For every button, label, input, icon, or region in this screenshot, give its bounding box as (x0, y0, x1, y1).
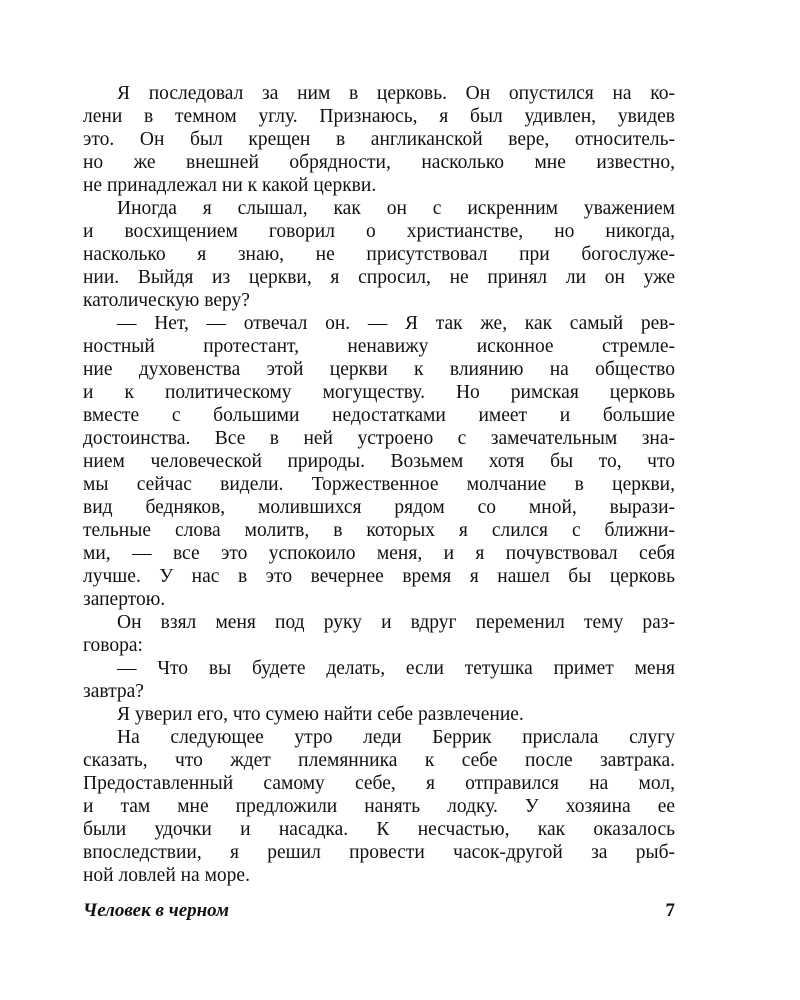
text-line: нием человеческой природы. Возьмем хотя бы то, что (83, 451, 675, 472)
text-line: вид бедняков, молившихся рядом со мной, вырази- (83, 497, 675, 518)
text-line: говора: (83, 635, 143, 656)
text-line: запертою. (83, 589, 166, 610)
text-line: сказать, что ждет племянника к себе после завтрака. (83, 750, 675, 771)
text-line: лени в темном углу. Признаюсь, я был удивлен, увидев (83, 106, 675, 127)
text-line: и к политическому могуществу. Но римская церковь (83, 382, 675, 403)
text-line: лучше. У нас в это вечернее время я нашел бы церковь (83, 566, 675, 587)
text-line: мы сейчас видели. Торжественное молчание в церкви, (83, 474, 675, 495)
text-line: Я последовал за ним в церковь. Он опустился на ко- (117, 83, 675, 104)
text-line: Иногда я слышал, как он с искренним уважением (117, 198, 675, 219)
paragraph-7 (83, 726, 675, 887)
text-line: ностный протестант, ненавижу исконное стремле- (83, 336, 675, 357)
text-line: ми, — все это успокоило меня, и я почувствовал себя (83, 543, 675, 564)
text-line: не принадлежал ни к какой церкви. (83, 175, 377, 196)
paragraph-1 (83, 82, 675, 197)
text-line: впоследствии, я решил провести часок-другой за рыб- (83, 842, 675, 863)
text-line: насколько я знаю, не присутствовал при богослуже- (83, 244, 675, 265)
paragraph-6 (83, 703, 675, 726)
text-line: Я уверил его, что сумею найти себе развлечение. (117, 704, 524, 725)
paragraph-5 (83, 657, 675, 703)
text-line: достоинства. Все в ней устроено с замечательным зна- (83, 428, 675, 449)
text-line: это. Он был крещен в англиканской вере, относитель- (83, 129, 675, 150)
text-line: нии. Выйдя из церкви, я спросил, не принял ли он уже (83, 267, 675, 288)
text-line: и там мне предложили нанять лодку. У хозяина ее (83, 796, 675, 817)
text-line: На следующее утро леди Беррик прислала слугу (117, 727, 675, 748)
text-line: и восхищением говорил о христианстве, но никогда, (83, 221, 675, 242)
text-line: но же внешней обрядности, насколько мне известно, (83, 152, 675, 173)
text-line: тельные слова молитв, в которых я слился с ближни- (83, 520, 675, 541)
page-footer (83, 898, 675, 924)
text-line: Он взял меня под руку и вдруг переменил тему раз- (117, 612, 675, 633)
page-number: 7 (665, 900, 675, 921)
text-line: — Что вы будете делать, если тетушка примет меня (117, 658, 675, 679)
text-line: Предоставленный самому себе, я отправился на мол, (83, 773, 675, 794)
paragraph-3 (83, 312, 675, 611)
text-line: — Нет, — отвечал он. — Я так же, как самый рев- (117, 313, 675, 334)
text-line: завтра? (83, 681, 144, 702)
text-line: ной ловлей на море. (83, 865, 250, 886)
text-line: были удочки и насадка. К несчастью, как оказалось (83, 819, 675, 840)
paragraph-4 (83, 611, 675, 657)
text-line: католическую веру? (83, 290, 250, 311)
text-line: вместе с большими недостатками имеет и большие (83, 405, 675, 426)
running-title: Человек в черном (83, 900, 229, 921)
text-line: ние духовенства этой церкви к влиянию на общество (83, 359, 675, 380)
paragraph-2 (83, 197, 675, 312)
body-text (83, 82, 675, 887)
